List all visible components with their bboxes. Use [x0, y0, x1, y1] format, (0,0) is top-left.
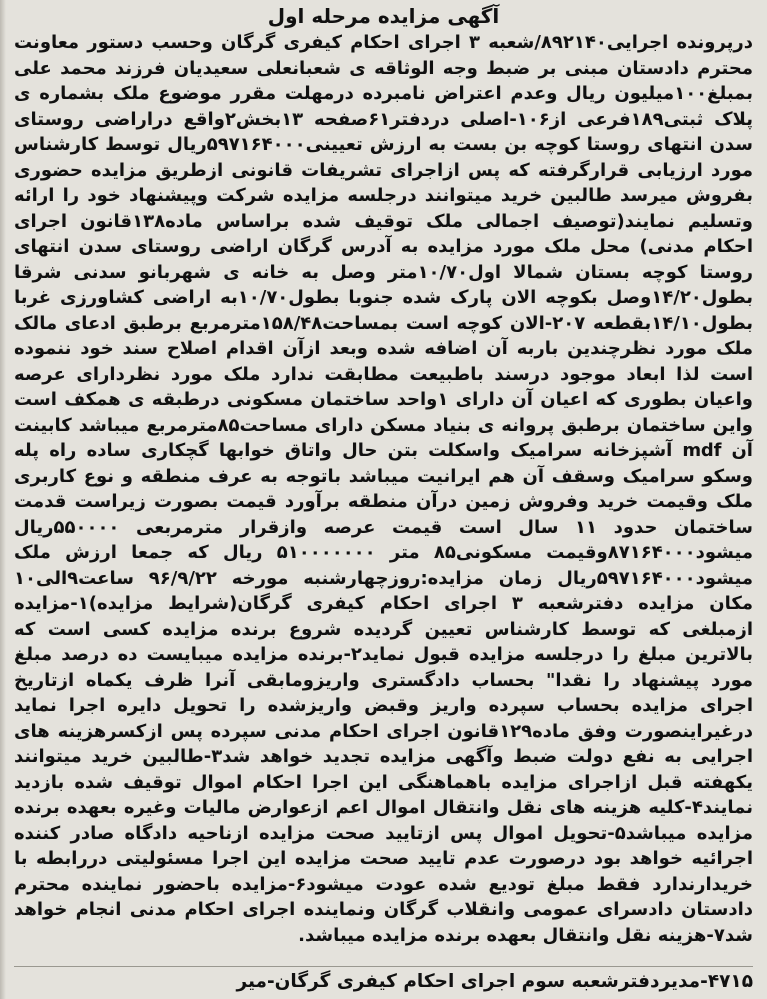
notice-footer: ۴۷۱۵-مدیردفترشعبه سوم اجرای احکام کیفری گرگان-میر	[14, 966, 753, 995]
notice-body: درپرونده اجرایی۸۹۲۱۴۰/شعبه ۳ اجرای احکام کیفری گرگان وحسب دستور معاونت محترم دادستان مبنی بر ضبط وجه الوثاقه ی شعبانعلی سعیدیان فرزند محمد علی بمبلغ۱۰۰میلیون ریال وعدم اعتراض نامبرده درمهلت مقرر موضوع ملک بشماره ی پلاک ثبتی۱۸۹فرعی از۱۰۶-اصلی دردفتر۶۱صفحه ۱۳بخش۲واقع دراراضی روستای سدن انتهای روستا کوچه بن بست به ارزش تعیینی۵۹۷۱۶۴۰۰۰ریال توسط کارشناس مورد ارزیابی قرارگرفته که پس ازاجرای تشریفات قانونی ازطریق مزایده حضوری بفروش میرسد طالبین خرید میتوانند درجلسه مزایده شرکت وپیشنهاد خود را ارائه وتسلیم نمایند(توصیف اجمالی ملک توقیف شده براساس ماده۱۳۸قانون اجرای احکام مدنی) محل ملک مورد مزایده به آدرس گرگان اراضی روستای سدن انتهای روستا کوچه بستان شمالا اول۱۰/۷۰متر وصل به خانه ی شهربانو سدنی شرقا بطول۱۴/۲۰وصل بکوچه الان پارک شده جنوبا بطول۱۰/۷۰به اراضی کشاورزی غربا بطول۱۴/۱۰بقطعه ۲۰۷-الان کوچه است بمساحت۱۵۸/۴۸مترمربع برطبق ادعای مالک ملک مورد نظرچندین باربه آن اضافه شده وبعد ازآن اقدام اصلاح سند خود ننموده است لذا ابعاد موجود درسند باطبیعت مطابقت ندارد ملک مورد نظردارای عرصه واعیان بطوری که اعیان آن دارای ۱واحد ساختمان مسکونی درطبقه ی همکف است واین ساختمان برطبق پروانه ی بنیاد مسکن دارای مساحت۸۵مترمربع میباشد کابینت آن mdf آشپزخانه سرامیک واسکلت بتن حال واتاق خوابها گچکاری ساده راه پله وسکو سرامیک وسقف آن هم ایرانیت میباشد باتوجه به عرف منطقه و نوع کاربری ملک وقیمت خرید وفروش زمین درآن منطقه برآورد قیمت بصورت زیراست قدمت ساختمان حدود ۱۱ سال است قیمت عرصه وازقرار مترمربعی ۵۵۰۰۰۰ریال میشود۸۷۱۶۴۰۰۰وقیمت مسکونی۸۵ متر ۵۱۰۰۰۰۰۰۰ ریال که جمعا ارزش ملک میشود۵۹۷۱۶۴۰۰۰ریال زمان مزایده:روزچهارشنبه مورخه ۹۶/۹/۲۲ ساعت۹الی۱۰ مکان مزایده دفترشعبه ۳ اجرای احکام کیفری گرگان(شرایط مزایده)۱-مزایده ازمبلغی که توسط کارشناس تعیین گردیده شروع برنده مزایده کسی است که بالاترین مبلغ را درجلسه مزایده قبول نماید۲-برنده مزایده میبایست ده درصد مبلغ مورد پیشنهاد را نقدا" بحساب دادگستری واریزومابقی آنرا ظرف یکماه ازتاریخ اجرای مزایده بحساب سپرده واریز وقبض واریزشده را تحویل دایره اجرا نماید درغیراینصورت وفق ماده۱۲۹قانون اجرای احکام مدنی سپرده پس ازکسرهزینه های اجرایی به نفع دولت ضبط وآگهی مزایده تجدید خواهد شد۳-طالبین خرید میتوانند یکهفته قبل ازاجرای مزایده باهماهنگی این اجرا احکام اموال توقیف شده بازدید نمایند۴-کلیه هزینه های نقل وانتقال اموال اعم ازعوارض مالیات وغیره بعهده برنده مزایده میباشد۵-تحویل اموال پس ازتایید صحت مزایده ازناحیه دادگاه صادر کننده اجرائیه خواهد بود درصورت عدم تایید صحت مزایده این اجرا مسئولیتی دررابطه با خریدارندارد فقط مبلغ تودیع شده عودت میشود۶-مزایده باحضور نماینده محترم دادستان دادسرای عمومی وانقلاب گرگان ونماینده اجرای احکام مدنی انجام خواهد شد۷-هزینه نقل وانتقال بعهده برنده مزایده میباشد.	[14, 32, 754, 946]
notice-title: آگهی مزایده مرحله اول	[267, 4, 500, 28]
clipping-edge	[0, 0, 6, 999]
